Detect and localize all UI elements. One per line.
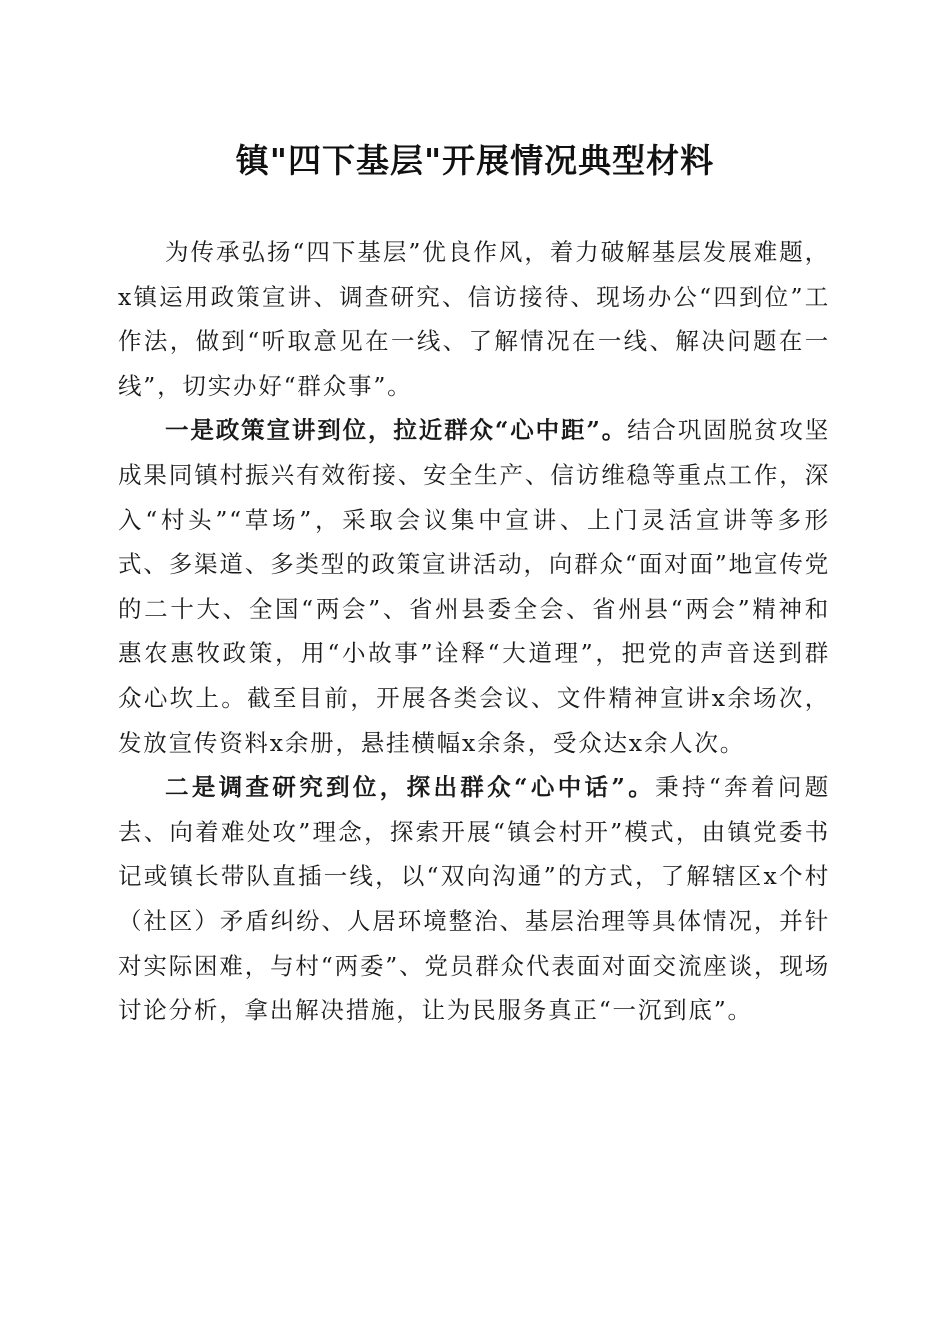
paragraph-lead: 一是政策宣讲到位，拉近群众“心中距”。 xyxy=(165,416,628,445)
document-title: 镇"四下基层"开展情况典型材料 xyxy=(235,141,715,180)
paragraph-text: 秉持“奔着问题去、向着难处攻”理念，探索开展“镇会村开”模式，由镇党委书记或镇长带队直插一线，以“双向沟通”的方式，了解辖区x个村（社区）矛盾纠纷、人居环境整治、基层治理等具体情况，并针对实际困难，与村“两委”、党员群众代表面对面交流座谈，现场讨论分析，拿出解决措施，让为民服务真正“一沉到底”。 xyxy=(118,773,830,1025)
document-body xyxy=(118,230,830,1033)
paragraph-text: 为传承弘扬“四下基层”优良作风，着力破解基层发展难题，x镇运用政策宣讲、调查研究、信访接待、现场办公“四到位”工作法，做到“听取意见在一线、了解情况在一线、解决问题在一线”，切实办好“群众事”。 xyxy=(118,238,830,400)
paragraph-text: 结合巩固脱贫攻坚成果同镇村振兴有效衔接、安全生产、信访维稳等重点工作，深入“村头”“草场”，采取会议集中宣讲、上门灵活宣讲等多形式、多渠道、多类型的政策宣讲活动，向群众“面对面”地宣传党的二十大、全国“两会”、省州县委全会、省州县“两会”精神和惠农惠牧政策，用“小故事”诠释“大道理”，把党的声音送到群众心坎上。截至目前，开展各类会议、文件精神宣讲x余场次，发放宣传资料x余册，悬挂横幅x余条，受众达x余人次。 xyxy=(118,416,830,757)
paragraph-investigation-research xyxy=(118,765,830,1033)
paragraph-policy-promotion xyxy=(118,408,830,765)
paragraph-intro xyxy=(118,230,830,408)
paragraph-lead: 二是调查研究到位，探出群众“心中话”。 xyxy=(165,773,656,802)
